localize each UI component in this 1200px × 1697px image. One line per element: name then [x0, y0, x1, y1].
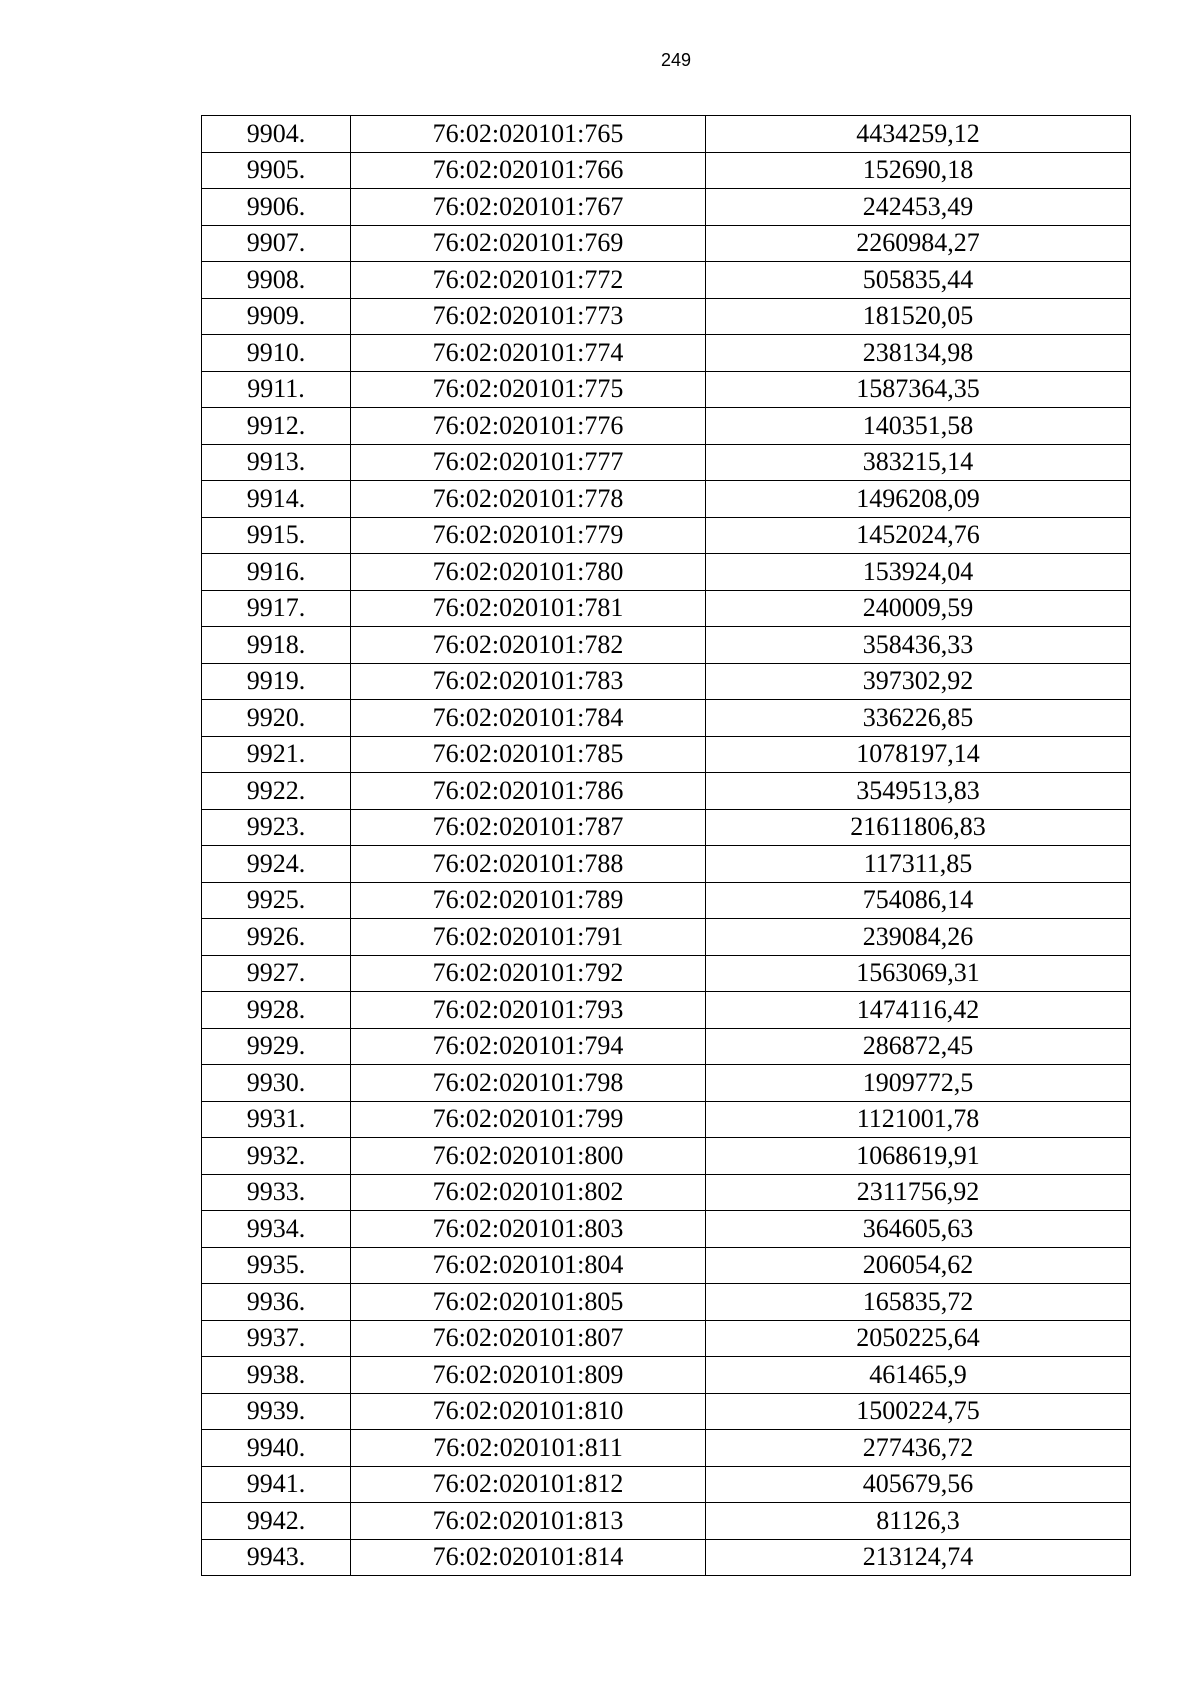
- table-row: [202, 1503, 1131, 1540]
- row-number-cell: 9919.: [202, 663, 351, 700]
- cadastral-number-cell: 76:02:020101:769: [351, 225, 706, 262]
- cadastral-value-cell: 1078197,14: [706, 736, 1131, 773]
- cadastral-value-cell: 2050225,64: [706, 1320, 1131, 1357]
- cadastral-value-cell: 2311756,92: [706, 1174, 1131, 1211]
- table-row: [202, 1357, 1131, 1394]
- cadastral-number-cell: 76:02:020101:810: [351, 1393, 706, 1430]
- table-row: [202, 1393, 1131, 1430]
- cadastral-value-cell: 4434259,12: [706, 116, 1131, 153]
- table-row: [202, 444, 1131, 481]
- table-row: [202, 298, 1131, 335]
- cadastral-value-cell: 153924,04: [706, 554, 1131, 591]
- row-number-cell: 9935.: [202, 1247, 351, 1284]
- cadastral-number-cell: 76:02:020101:792: [351, 955, 706, 992]
- row-number-cell: 9924.: [202, 846, 351, 883]
- row-number-cell: 9911.: [202, 371, 351, 408]
- cadastral-value-cell: 1496208,09: [706, 481, 1131, 518]
- row-number-cell: 9914.: [202, 481, 351, 518]
- table-row: [202, 590, 1131, 627]
- table-row: [202, 371, 1131, 408]
- cadastral-number-cell: 76:02:020101:765: [351, 116, 706, 153]
- row-number-cell: 9923.: [202, 809, 351, 846]
- table-body: [202, 116, 1131, 1576]
- cadastral-number-cell: 76:02:020101:805: [351, 1284, 706, 1321]
- cadastral-number-cell: 76:02:020101:813: [351, 1503, 706, 1540]
- cadastral-value-cell: 117311,85: [706, 846, 1131, 883]
- table-row: [202, 408, 1131, 445]
- row-number-cell: 9933.: [202, 1174, 351, 1211]
- cadastral-value-cell: 358436,33: [706, 627, 1131, 664]
- table-row: [202, 481, 1131, 518]
- table-row: [202, 627, 1131, 664]
- row-number-cell: 9921.: [202, 736, 351, 773]
- cadastral-value-cell: 206054,62: [706, 1247, 1131, 1284]
- cadastral-value-cell: 1909772,5: [706, 1065, 1131, 1102]
- row-number-cell: 9920.: [202, 700, 351, 737]
- cadastral-number-cell: 76:02:020101:789: [351, 882, 706, 919]
- cadastral-value-cell: 213124,74: [706, 1539, 1131, 1576]
- table-row: [202, 882, 1131, 919]
- cadastral-value-cell: 2260984,27: [706, 225, 1131, 262]
- row-number-cell: 9925.: [202, 882, 351, 919]
- cadastral-number-cell: 76:02:020101:772: [351, 262, 706, 299]
- table-row: [202, 1247, 1131, 1284]
- cadastral-value-cell: 140351,58: [706, 408, 1131, 445]
- cadastral-value-cell: 277436,72: [706, 1430, 1131, 1467]
- row-number-cell: 9922.: [202, 773, 351, 810]
- table-row: [202, 189, 1131, 226]
- cadastral-value-cell: 1121001,78: [706, 1101, 1131, 1138]
- cadastral-value-cell: 383215,14: [706, 444, 1131, 481]
- cadastral-number-cell: 76:02:020101:782: [351, 627, 706, 664]
- cadastral-value-cell: 1452024,76: [706, 517, 1131, 554]
- table-row: [202, 1430, 1131, 1467]
- table-row: [202, 152, 1131, 189]
- cadastral-number-cell: 76:02:020101:767: [351, 189, 706, 226]
- cadastral-number-cell: 76:02:020101:766: [351, 152, 706, 189]
- row-number-cell: 9938.: [202, 1357, 351, 1394]
- cadastral-number-cell: 76:02:020101:793: [351, 992, 706, 1029]
- row-number-cell: 9917.: [202, 590, 351, 627]
- cadastral-value-table: [201, 115, 1131, 1576]
- cadastral-number-cell: 76:02:020101:798: [351, 1065, 706, 1102]
- table-row: [202, 846, 1131, 883]
- table-row: [202, 262, 1131, 299]
- table-row: [202, 1320, 1131, 1357]
- table-row: [202, 335, 1131, 372]
- table-row: [202, 1138, 1131, 1175]
- cadastral-value-cell: 3549513,83: [706, 773, 1131, 810]
- cadastral-number-cell: 76:02:020101:786: [351, 773, 706, 810]
- row-number-cell: 9905.: [202, 152, 351, 189]
- cadastral-value-cell: 21611806,83: [706, 809, 1131, 846]
- row-number-cell: 9936.: [202, 1284, 351, 1321]
- cadastral-number-cell: 76:02:020101:783: [351, 663, 706, 700]
- table-row: [202, 225, 1131, 262]
- table-row: [202, 955, 1131, 992]
- cadastral-value-cell: 242453,49: [706, 189, 1131, 226]
- table-row: [202, 1028, 1131, 1065]
- table-row: [202, 517, 1131, 554]
- cadastral-number-cell: 76:02:020101:787: [351, 809, 706, 846]
- row-number-cell: 9912.: [202, 408, 351, 445]
- row-number-cell: 9913.: [202, 444, 351, 481]
- row-number-cell: 9942.: [202, 1503, 351, 1540]
- table-row: [202, 663, 1131, 700]
- table-row: [202, 1539, 1131, 1576]
- cadastral-number-cell: 76:02:020101:776: [351, 408, 706, 445]
- cadastral-value-cell: 1500224,75: [706, 1393, 1131, 1430]
- cadastral-number-cell: 76:02:020101:802: [351, 1174, 706, 1211]
- cadastral-value-cell: 397302,92: [706, 663, 1131, 700]
- cadastral-value-cell: 239084,26: [706, 919, 1131, 956]
- row-number-cell: 9940.: [202, 1430, 351, 1467]
- row-number-cell: 9926.: [202, 919, 351, 956]
- cadastral-number-cell: 76:02:020101:780: [351, 554, 706, 591]
- row-number-cell: 9943.: [202, 1539, 351, 1576]
- cadastral-value-cell: 1587364,35: [706, 371, 1131, 408]
- row-number-cell: 9928.: [202, 992, 351, 1029]
- cadastral-value-cell: 81126,3: [706, 1503, 1131, 1540]
- cadastral-value-cell: 405679,56: [706, 1466, 1131, 1503]
- cadastral-value-cell: 240009,59: [706, 590, 1131, 627]
- cadastral-number-cell: 76:02:020101:804: [351, 1247, 706, 1284]
- table-row: [202, 1211, 1131, 1248]
- cadastral-value-cell: 286872,45: [706, 1028, 1131, 1065]
- page-number: 249: [660, 50, 692, 70]
- row-number-cell: 9934.: [202, 1211, 351, 1248]
- row-number-cell: 9908.: [202, 262, 351, 299]
- cadastral-value-cell: 364605,63: [706, 1211, 1131, 1248]
- row-number-cell: 9909.: [202, 298, 351, 335]
- table-row: [202, 700, 1131, 737]
- cadastral-value-cell: 165835,72: [706, 1284, 1131, 1321]
- cadastral-value-cell: 336226,85: [706, 700, 1131, 737]
- row-number-cell: 9904.: [202, 116, 351, 153]
- cadastral-number-cell: 76:02:020101:814: [351, 1539, 706, 1576]
- row-number-cell: 9930.: [202, 1065, 351, 1102]
- row-number-cell: 9939.: [202, 1393, 351, 1430]
- table-row: [202, 809, 1131, 846]
- cadastral-number-cell: 76:02:020101:779: [351, 517, 706, 554]
- row-number-cell: 9941.: [202, 1466, 351, 1503]
- cadastral-number-cell: 76:02:020101:799: [351, 1101, 706, 1138]
- cadastral-value-cell: 461465,9: [706, 1357, 1131, 1394]
- cadastral-value-cell: 1563069,31: [706, 955, 1131, 992]
- row-number-cell: 9932.: [202, 1138, 351, 1175]
- row-number-cell: 9937.: [202, 1320, 351, 1357]
- row-number-cell: 9929.: [202, 1028, 351, 1065]
- cadastral-number-cell: 76:02:020101:791: [351, 919, 706, 956]
- table-row: [202, 1065, 1131, 1102]
- cadastral-number-cell: 76:02:020101:807: [351, 1320, 706, 1357]
- row-number-cell: 9927.: [202, 955, 351, 992]
- cadastral-number-cell: 76:02:020101:775: [351, 371, 706, 408]
- table-row: [202, 1284, 1131, 1321]
- table-row: [202, 736, 1131, 773]
- cadastral-number-cell: 76:02:020101:773: [351, 298, 706, 335]
- cadastral-value-cell: 181520,05: [706, 298, 1131, 335]
- cadastral-number-cell: 76:02:020101:794: [351, 1028, 706, 1065]
- row-number-cell: 9907.: [202, 225, 351, 262]
- cadastral-number-cell: 76:02:020101:777: [351, 444, 706, 481]
- cadastral-value-cell: 505835,44: [706, 262, 1131, 299]
- row-number-cell: 9918.: [202, 627, 351, 664]
- cadastral-number-cell: 76:02:020101:781: [351, 590, 706, 627]
- cadastral-number-cell: 76:02:020101:812: [351, 1466, 706, 1503]
- table-row: [202, 1101, 1131, 1138]
- cadastral-number-cell: 76:02:020101:800: [351, 1138, 706, 1175]
- cadastral-value-cell: 1068619,91: [706, 1138, 1131, 1175]
- row-number-cell: 9915.: [202, 517, 351, 554]
- cadastral-value-cell: 238134,98: [706, 335, 1131, 372]
- cadastral-number-cell: 76:02:020101:809: [351, 1357, 706, 1394]
- cadastral-number-cell: 76:02:020101:811: [351, 1430, 706, 1467]
- row-number-cell: 9931.: [202, 1101, 351, 1138]
- cadastral-value-cell: 1474116,42: [706, 992, 1131, 1029]
- cadastral-value-cell: 152690,18: [706, 152, 1131, 189]
- cadastral-value-cell: 754086,14: [706, 882, 1131, 919]
- row-number-cell: 9910.: [202, 335, 351, 372]
- cadastral-number-cell: 76:02:020101:784: [351, 700, 706, 737]
- cadastral-number-cell: 76:02:020101:785: [351, 736, 706, 773]
- cadastral-number-cell: 76:02:020101:788: [351, 846, 706, 883]
- cadastral-number-cell: 76:02:020101:803: [351, 1211, 706, 1248]
- table-row: [202, 919, 1131, 956]
- table-row: [202, 992, 1131, 1029]
- table-row: [202, 773, 1131, 810]
- cadastral-number-cell: 76:02:020101:774: [351, 335, 706, 372]
- row-number-cell: 9916.: [202, 554, 351, 591]
- table-row: [202, 554, 1131, 591]
- table-row: [202, 1174, 1131, 1211]
- table-row: [202, 116, 1131, 153]
- table-row: [202, 1466, 1131, 1503]
- row-number-cell: 9906.: [202, 189, 351, 226]
- cadastral-number-cell: 76:02:020101:778: [351, 481, 706, 518]
